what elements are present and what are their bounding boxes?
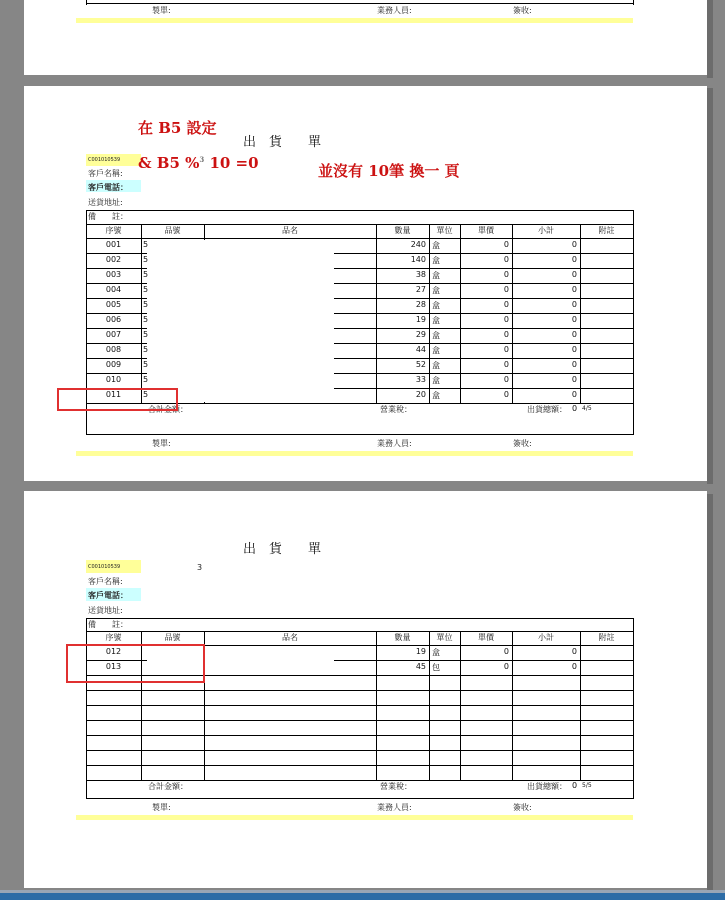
row-subtotal: 0: [571, 330, 577, 339]
row-subtotal: 0: [571, 662, 577, 671]
row-part-number: 5: [143, 300, 149, 309]
column-header: 單位: [436, 633, 453, 642]
column-header: 品名: [282, 633, 298, 642]
annotation-b5-mod: [138, 154, 259, 172]
row-part-number: 5: [143, 375, 149, 384]
row-unit: 盒: [432, 316, 440, 325]
row-quantity: 28: [415, 300, 426, 309]
footer-yellow-bar: [76, 815, 633, 820]
row-subtotal: 0: [571, 285, 577, 294]
grid-line: [86, 690, 634, 691]
receiver-label: 簽收:: [513, 439, 532, 448]
row-price: 0: [503, 647, 509, 656]
row-unit: 盒: [432, 361, 440, 370]
business-tax-label: 營業稅：: [380, 405, 412, 414]
shipment-total-value: 0: [572, 781, 578, 790]
column-header: 品號: [164, 633, 181, 642]
row-price: 0: [503, 240, 509, 249]
column-header: 序號: [105, 226, 122, 235]
grid-line: [86, 705, 634, 706]
row-quantity: 140: [410, 255, 426, 264]
row-seq: 010: [105, 375, 122, 384]
grid-line: [633, 780, 634, 799]
grid-line: [429, 224, 430, 404]
row-unit: 盒: [432, 391, 440, 400]
column-header: 數量: [394, 226, 411, 235]
row-quantity: 33: [415, 375, 426, 384]
grid-line: [580, 631, 581, 781]
grid-line: [141, 224, 142, 404]
row-subtotal: 0: [571, 300, 577, 309]
row-quantity: 19: [415, 647, 426, 656]
annotation-no-page-break: 並沒有 10筆 換一 頁: [318, 162, 460, 180]
column-header: 附註: [598, 226, 615, 235]
row-unit: 盒: [432, 256, 440, 265]
row-unit: 盒: [432, 346, 440, 355]
row-subtotal: 0: [571, 390, 577, 399]
annotation-b5-mod-text: & B5 %: [138, 154, 200, 172]
shipment-total-value: 0: [572, 404, 578, 413]
grid-line: [86, 618, 87, 781]
column-header: 附註: [598, 633, 615, 642]
grid-line: [429, 631, 430, 781]
page-indicator: 4/5: [582, 405, 592, 412]
row-subtotal: 0: [571, 647, 577, 656]
row-quantity: 20: [415, 390, 426, 399]
remarks-label: 備 註：: [88, 620, 128, 629]
maker-label: 製單:: [152, 439, 171, 448]
row-seq: 006: [105, 315, 122, 324]
customer-name-label: 客戶名稱:: [88, 169, 123, 178]
row-unit: 盒: [432, 331, 440, 340]
row-subtotal: 0: [571, 345, 577, 354]
row-unit: 盒: [432, 648, 440, 657]
annotation-sup: 3: [199, 155, 205, 164]
grid-line: [86, 434, 634, 435]
column-header: 小計: [538, 633, 554, 642]
row-unit: 盒: [432, 241, 440, 250]
grid-line: [580, 224, 581, 404]
redacted-area: [147, 240, 334, 402]
customer-phone-label: 客戶電話：: [88, 591, 128, 600]
table-border: [86, 3, 634, 4]
row-quantity: 19: [415, 315, 426, 324]
row-part-number: 5: [143, 255, 149, 264]
row-seq: 002: [105, 255, 122, 264]
column-header: 單位: [436, 226, 453, 235]
row-price: 0: [503, 375, 509, 384]
row-part-number: 5: [143, 270, 149, 279]
page-shadow: [707, 494, 713, 890]
grid-line: [86, 210, 634, 211]
page-1-partial: [24, 0, 707, 75]
maker-label: 製單:: [152, 803, 171, 812]
row-price: 0: [503, 360, 509, 369]
row-seq: 001: [105, 240, 122, 249]
row-subtotal: 0: [571, 270, 577, 279]
row-part-number: 5: [143, 330, 149, 339]
grid-line: [86, 618, 634, 619]
row-part-number: 5: [143, 345, 149, 354]
row-price: 0: [503, 255, 509, 264]
row-seq: 011: [105, 390, 122, 399]
footer-yellow-bar: [76, 451, 633, 456]
row-unit: 包: [432, 663, 440, 672]
remarks-label: 備 註：: [88, 212, 128, 221]
row-price: 0: [503, 300, 509, 309]
column-header: 小計: [538, 226, 554, 235]
receiver-label: 簽收:: [513, 6, 532, 15]
receiver-label: 簽收:: [513, 803, 532, 812]
grid-line: [633, 210, 634, 404]
business-tax-label: 營業稅：: [380, 782, 412, 791]
taskbar-strip: [0, 893, 725, 900]
row-quantity: 27: [415, 285, 426, 294]
row-seq: 008: [105, 345, 122, 354]
grid-line: [633, 618, 634, 781]
column-header: 品名: [282, 226, 298, 235]
row-seq: 012: [105, 647, 122, 656]
annotation-b5-setting: 在 B5 設定: [138, 119, 217, 137]
row-subtotal: 0: [571, 375, 577, 384]
column-header: 品號: [164, 226, 181, 235]
row-unit: 盒: [432, 286, 440, 295]
row-seq: 013: [105, 662, 122, 671]
page-indicator: 5/5: [582, 782, 592, 789]
row-price: 0: [503, 270, 509, 279]
page-shadow: [707, 88, 713, 484]
row-quantity: 44: [415, 345, 426, 354]
row-seq: 004: [105, 285, 122, 294]
grid-line: [86, 720, 634, 721]
grid-line: [86, 780, 87, 799]
grid-line: [86, 798, 634, 799]
row-quantity: 38: [415, 270, 426, 279]
row-price: 0: [503, 662, 509, 671]
row-part-number: 5: [143, 240, 149, 249]
grid-line: [86, 735, 634, 736]
grid-line: [86, 765, 634, 766]
grid-line: [86, 750, 634, 751]
shipment-total-label: 出貨總額：: [527, 782, 567, 791]
highlight-rows-012-013: [66, 644, 205, 683]
grid-line: [633, 403, 634, 435]
row-part-number: 5: [143, 285, 149, 294]
row-unit: 盒: [432, 301, 440, 310]
row-seq: 005: [105, 300, 122, 309]
row-price: 0: [503, 315, 509, 324]
column-header: 單價: [478, 226, 494, 235]
row-subtotal: 0: [571, 255, 577, 264]
total-amount-label: 合計金額：: [148, 405, 188, 414]
row-quantity: 52: [415, 360, 426, 369]
salesperson-label: 業務人員:: [377, 803, 412, 812]
page-shadow: [707, 0, 713, 78]
row-seq: 009: [105, 360, 122, 369]
row-price: 0: [503, 390, 509, 399]
page-number: 3: [197, 563, 203, 572]
row-subtotal: 0: [571, 315, 577, 324]
row-seq: 007: [105, 330, 122, 339]
row-subtotal: 0: [571, 360, 577, 369]
highlight-row-011: [57, 388, 178, 411]
salesperson-label: 業務人員:: [377, 439, 412, 448]
row-quantity: 240: [410, 240, 426, 249]
annotation-b5-mod-tail: 10 =0: [204, 154, 259, 172]
row-price: 0: [503, 285, 509, 294]
customer-phone-label: 客戶電話：: [88, 183, 128, 192]
delivery-address-label: 送貨地址:: [88, 198, 123, 207]
row-part-number: 5: [143, 360, 149, 369]
total-amount-label: 合計金額：: [148, 782, 188, 791]
customer-code: C001010539: [88, 157, 121, 163]
row-price: 0: [503, 330, 509, 339]
row-seq: 003: [105, 270, 122, 279]
customer-code: C001010539: [88, 564, 121, 570]
maker-label: 製單:: [152, 6, 171, 15]
document-title: 出 貨 單: [243, 135, 322, 150]
row-price: 0: [503, 345, 509, 354]
column-header: 數量: [394, 633, 411, 642]
document-title: 出 貨 單: [243, 542, 322, 557]
row-quantity: 45: [415, 662, 426, 671]
row-part-number: 5: [143, 390, 149, 399]
column-header: 序號: [105, 633, 122, 642]
grid-line: [86, 238, 634, 239]
row-unit: 盒: [432, 271, 440, 280]
row-subtotal: 0: [571, 240, 577, 249]
row-quantity: 29: [415, 330, 426, 339]
column-header: 單價: [478, 633, 494, 642]
customer-name-label: 客戶名稱:: [88, 577, 123, 586]
delivery-address-label: 送貨地址:: [88, 606, 123, 615]
footer-yellow-bar: [76, 18, 633, 23]
shipment-total-label: 出貨總額：: [527, 405, 567, 414]
row-unit: 盒: [432, 376, 440, 385]
row-part-number: 5: [143, 315, 149, 324]
salesperson-label: 業務人員:: [377, 6, 412, 15]
